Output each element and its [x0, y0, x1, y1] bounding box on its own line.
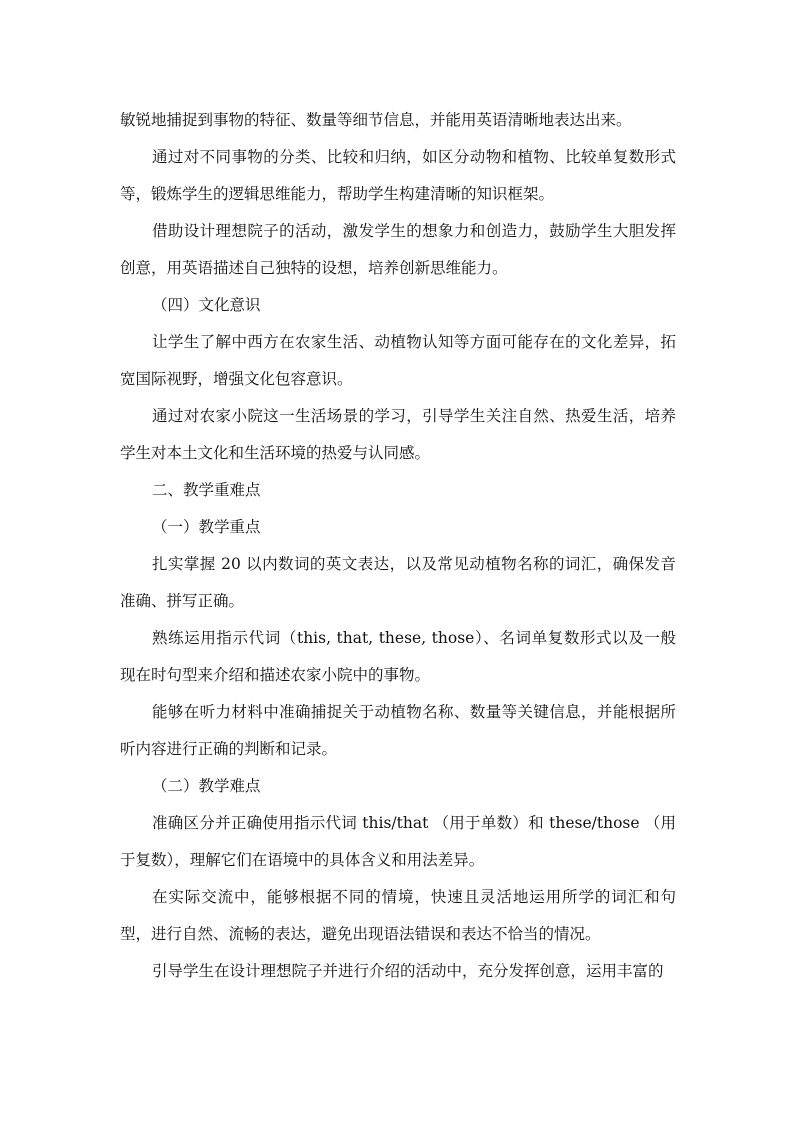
paragraph: 通过对不同事物的分类、比较和归纳，如区分动物和植物、比较单复数形式等，锻炼学生的逻辑思维能力，帮助学生构建清晰的知识框架。	[120, 148, 676, 203]
section-subheading: （二）教学难点	[152, 777, 261, 795]
paragraph: 扎实掌握 20 以内数词的英文表达，以及常见动植物名称的词汇，确保发音准确、拼写正确。	[120, 555, 676, 610]
paragraph: 借助设计理想院子的活动，激发学生的想象力和创造力，鼓励学生大胆发挥创意，用英语描述自己独特的设想，培养创新思维能力。	[120, 222, 676, 277]
paragraph: 引导学生在设计理想院子并进行介绍的活动中，充分发挥创意，运用丰富的	[152, 962, 664, 980]
section-subheading: （四）文化意识	[152, 296, 261, 314]
document-body	[120, 102, 676, 990]
paragraph: 在实际交流中，能够根据不同的情境，快速且灵活地运用所学的词汇和句型，进行自然、流畅的表达，避免出现语法错误和表达不恰当的情况。	[120, 888, 676, 943]
paragraph: 通过对农家小院这一生活场景的学习，引导学生关注自然、热爱生活，培养学生对本土文化和生活环境的热爱与认同感。	[120, 407, 676, 462]
paragraph: 让学生了解中西方在农家生活、动植物认知等方面可能存在的文化差异，拓宽国际视野，增强文化包容意识。	[120, 333, 676, 388]
paragraph: 准确区分并正确使用指示代词 this/that （用于单数）和 these/those （用于复数），理解它们在语境中的具体含义和用法差异。	[120, 814, 676, 869]
section-subheading: （一）教学重点	[152, 518, 261, 536]
section-heading: 二、教学重难点	[152, 481, 261, 499]
paragraph: 能够在听力材料中准确捕捉关于动植物名称、数量等关键信息，并能根据所听内容进行正确的判断和记录。	[120, 703, 676, 758]
paragraph-continuation: 敏锐地捕捉到事物的特征、数量等细节信息，并能用英语清晰地表达出来。	[120, 111, 632, 129]
paragraph: 熟练运用指示代词（this, that, these, those）、名词单复数形式以及一般现在时句型来介绍和描述农家小院中的事物。	[120, 629, 676, 684]
